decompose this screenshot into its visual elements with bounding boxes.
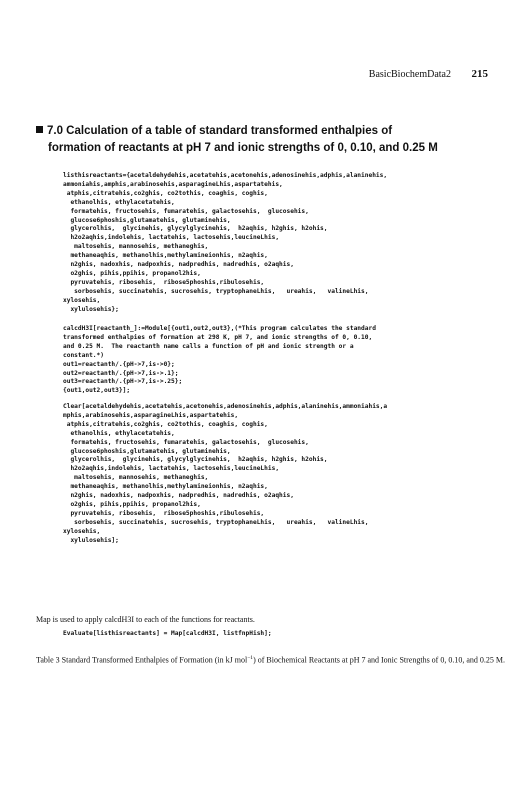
table-caption: Table 3 Standard Transformed Enthalpies of Formation (in kJ mol$^{-1}$) of Biochemical Reactants at pH 7 and Ionic Strengths of 0, 0.10, and 0.25 M.: [36, 655, 506, 665]
page-number: 215: [471, 68, 488, 80]
code-block-module: calcdH3I[reactanth_]:=Module[{out1,out2,out3},(*This program calculates the standard transformed enthalpies of formation at 298 K, pH 7, and ionic strengths of 0, 0.10, and 0.25 M. The reactanth name calls a function of pH and ionic strength or a constant.*) out1=reactanth/.{pH->7,is->0}; out2=reactanth/.{pH->7,is->.1}; out3=reactanth/.{pH->7,is->.25}; {out1,out2,out3}];: [63, 325, 376, 395]
code-line-evaluate: Evaluate[listhisreactants] = Map[calcdH3I, listfnpHish];: [63, 630, 272, 637]
map-note: Map is used to apply calcdH3I to each of the functions for reactants.: [36, 615, 255, 624]
section-heading: [36, 123, 506, 157]
running-title: BasicBiochemData2: [368, 69, 451, 80]
square-bullet-icon: [36, 126, 43, 133]
section-title-line2: formation of reactants at pH 7 and ionic strengths of 0, 0.10, and 0.25 M: [48, 142, 438, 154]
page-header: [369, 68, 488, 80]
section-title-line1: 7.0 Calculation of a table of standard transformed enthalpies of: [47, 125, 393, 137]
code-block-reactant-list: listhisreactants={acetaldehydehis,acetatehis,acetonehis,adenosinehis,adphis,alaninehis, ammoniahis,amphis,arabinosehis,asparagineLhis,aspartatehis, atphis,citratehis,co2ghis, co2tothis, coaghis, coghis, ethanolhis, ethylacetatehis, formatehis, fructosehis, fumaratehis, galactosehis, glucosehis, glucose6phoshis,glutamatehis, glutaminehis, glycerolhis, glycinehis, glycylglycinehis, h2aqhis, h2ghis, h2ohis, h2o2aqhis,indolehis, lactatehis, lactosehis,leucineLhis, maltosehis, mannosehis, methaneghis, methaneaqhis, methanolhis,methylamineionhis, n2aqhis, n2ghis, nadoxhis, nadpoxhis, nadpredhis, nadredhis, o2aqhis, o2ghis, pihis,ppihis, propanol2his, pyruvatehis, ribosehis, ribose5phoshis,ribulosehis, sorbosehis, succinatehis, sucrosehis, tryptophaneLhis, ureahis, valineLhis, xylosehis, xylulosehis};: [63, 172, 388, 313]
code-block-clear: Clear[acetaldehydehis,acetatehis,acetonehis,adenosinehis,adphis,alaninehis,ammoniahis,a mphis,arabinosehis,asparagineLhis,aspartatehis, atphis,citratehis,co2ghis, co2tothis, coaghis, coghis, ethanolhis, ethylacetatehis, formatehis, fructosehis, fumaratehis, galactosehis, glucosehis, glucose6phoshis,glutamatehis, glutaminehis, glycerolhis, glycinehis, glycylglycinehis, h2aqhis, h2ghis, h2ohis, h2o2aqhis,indolehis, lactatehis, lactosehis,leucineLhis, maltosehis, mannosehis, methaneghis, methaneaqhis, methanolhis,methylamineionhis, n2aqhis, n2ghis, nadoxhis, nadpoxhis, nadpredhis, nadredhis, o2aqhis, o2ghis, pihis,ppihis, propanol2his, pyruvatehis, ribosehis, ribose5phoshis,ribulosehis, sorbosehis, succinatehis, sucrosehis, tryptophaneLhis, ureahis, valineLhis, xylosehis, xylulosehis];: [63, 403, 388, 544]
